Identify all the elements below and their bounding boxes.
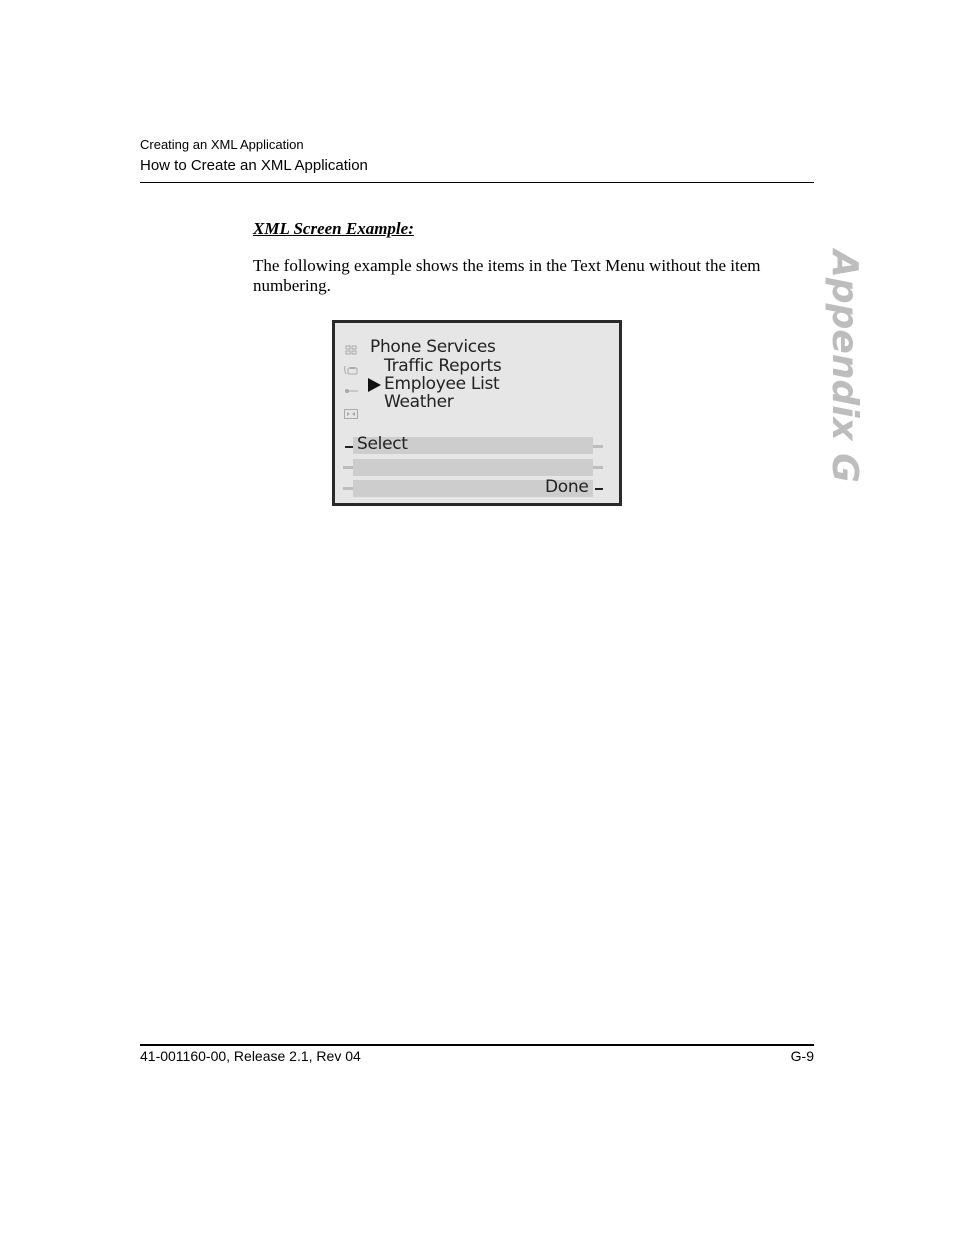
softkey-left-3-marker [343,487,353,490]
appendix-tab-label: Appendix G [824,250,865,483]
phone-screen [332,320,622,506]
headset-icon [344,386,358,396]
done-softkey[interactable]: Done [545,477,589,497]
menu-item-weather[interactable]: Weather [384,392,454,412]
select-softkey[interactable]: Select [357,434,408,454]
speaker-icon [344,409,358,419]
menu-item-traffic-reports[interactable]: Traffic Reports [384,356,502,376]
section-title: XML Screen Example: [253,219,414,238]
screen-title: Phone Services [370,337,496,357]
softkey-right-2-marker [593,466,603,469]
phone-handset-icon [344,365,358,375]
softkey-bar-2 [353,459,593,476]
softkey-left-1-marker [345,446,353,448]
footer-rule [140,1044,814,1046]
softkey-left-2-marker [343,466,353,469]
line-status-icon [344,345,358,355]
appendix-tab [824,250,865,483]
footer-document-id: 41-001160-00, Release 2.1, Rev 04 [140,1048,361,1064]
header-rule [140,182,814,183]
body-paragraph: The following example shows the items in the Text Menu without the item numbering. [253,256,761,295]
softkey-right-1-marker [593,445,603,448]
softkey-right-3-marker [595,488,603,490]
footer-page-number: G-9 [790,1048,814,1064]
running-header-chapter: Creating an XML Application [140,137,304,152]
selection-arrow-icon [368,378,381,392]
running-header-section: How to Create an XML Application [140,157,368,174]
menu-item-employee-list[interactable]: Employee List [384,374,500,394]
